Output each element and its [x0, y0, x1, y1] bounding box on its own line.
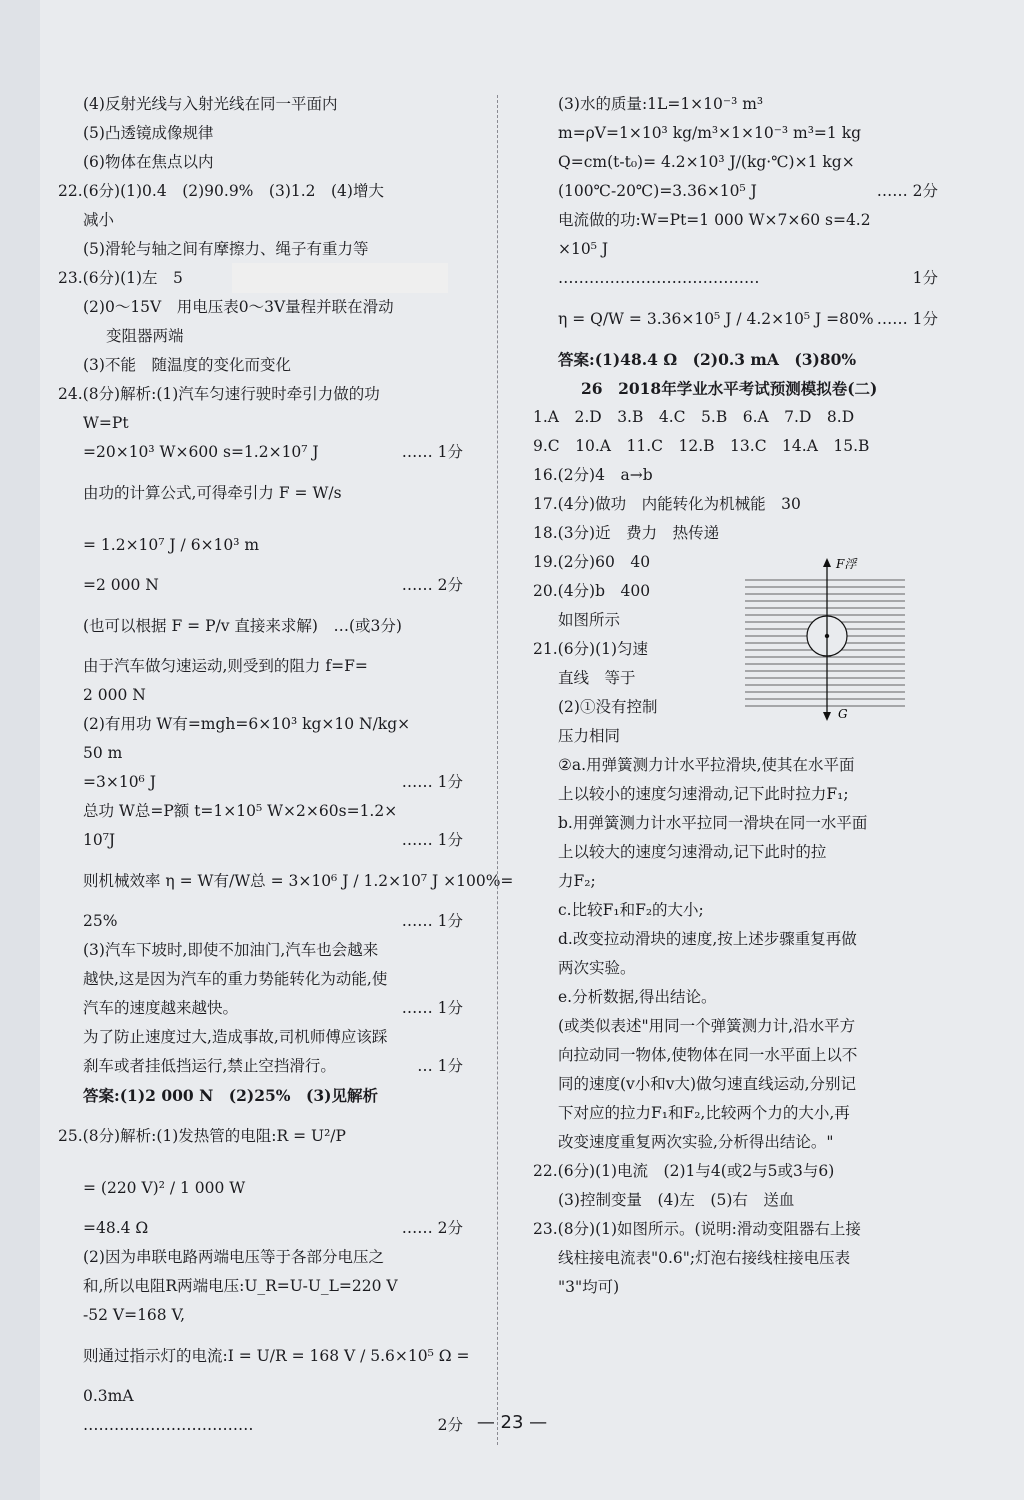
- text-line: [533, 403, 938, 432]
- text-line: [58, 936, 463, 965]
- score-points: …… 1分: [401, 831, 463, 849]
- text-line: [533, 1128, 938, 1157]
- text-line: [58, 965, 463, 994]
- text-line: [533, 90, 938, 119]
- line-text: (100℃-20℃)=3.36×10⁵ J: [558, 182, 757, 200]
- text-line: [58, 768, 463, 797]
- line-text: 为了防止速度过大,造成事故,司机师傅应该踩: [83, 1028, 388, 1046]
- line-text: 改变速度重复两次实验,分析得出结论。": [558, 1133, 834, 1151]
- gravity-arrow-head: [823, 712, 831, 721]
- text-line: [533, 809, 938, 838]
- text-line: [533, 1012, 938, 1041]
- line-text: (2)有用功 W有=mgh=6×10³ kg×10 N/kg×: [83, 715, 411, 733]
- score-points: 1分: [912, 269, 938, 287]
- line-text: (2)因为串联电路两端电压等于各部分电压之: [83, 1248, 384, 1266]
- text-line: [533, 780, 938, 809]
- line-text: 21.(6分)(1)匀速: [533, 640, 649, 658]
- text-line: [533, 983, 938, 1012]
- line-text: Q=cm(t-t₀)= 4.2×10³ J/(kg·℃)×1 kg×: [558, 153, 855, 171]
- line-text: 50 m: [83, 744, 123, 762]
- line-text: 下对应的拉力F₁和F₂,比较两个力的大小,再: [558, 1104, 850, 1122]
- line-text: 18.(3分)近 费力 热传递: [533, 524, 720, 542]
- text-line: [533, 264, 938, 293]
- text-line: [58, 1162, 463, 1214]
- text-line: [533, 896, 938, 925]
- line-text: 9.C 10.A 11.C 12.B 13.C 14.A 15.B: [533, 437, 870, 455]
- text-line: [58, 571, 463, 600]
- text-line: [533, 1157, 938, 1186]
- text-line: [533, 1273, 938, 1302]
- text-line: [533, 867, 938, 896]
- score-points: … 1分: [417, 1057, 463, 1075]
- line-text: d.改变拉动滑块的速度,按上述步骤重复再做: [558, 930, 857, 948]
- page-number: — 23 —: [476, 1412, 548, 1433]
- buoyancy-arrow-head: [823, 558, 831, 567]
- text-line: [533, 177, 938, 206]
- text-line: [58, 1382, 463, 1411]
- line-text: 0.3mA: [83, 1387, 134, 1405]
- line-text: (或类似表述"用同一个弹簧测力计,沿水平方: [558, 1017, 856, 1035]
- line-text: 1.A 2.D 3.B 4.C 5.B 6.A 7.D 8.D: [533, 408, 855, 426]
- text-line: [533, 1041, 938, 1070]
- text-line: [58, 826, 463, 855]
- line-text: 如图所示: [558, 611, 621, 629]
- line-text: 向拉动同一物体,使物体在同一水平面上以不: [558, 1046, 858, 1064]
- text-line: [533, 925, 938, 954]
- line-text: c.比较F₁和F₂的大小;: [558, 901, 704, 919]
- line-text: m=ρV=1×10³ kg/m³×1×10⁻³ m³=1 kg: [558, 124, 862, 142]
- text-line: [58, 322, 463, 351]
- line-text: 17.(4分)做功 内能转化为机械能 30: [533, 495, 801, 513]
- text-line: [533, 206, 938, 235]
- score-points: …… 1分: [401, 773, 463, 791]
- text-line: [58, 293, 463, 322]
- text-line: [533, 838, 938, 867]
- text-line: [533, 954, 938, 983]
- line-text: 23.(6分)(1)左 5: [58, 269, 183, 287]
- text-line: [58, 148, 463, 177]
- text-line: [58, 438, 463, 467]
- line-text: (2)0～15V 用电压表0～3V量程并联在滑动: [83, 298, 394, 316]
- line-text: (3)不能 随温度的变化而变化: [83, 356, 291, 374]
- column-divider: [497, 95, 498, 1445]
- score-points: …… 1分: [401, 999, 463, 1017]
- buoyancy-figure: [740, 556, 910, 726]
- line-text: (4)反射光线与入射光线在同一平面内: [83, 95, 338, 113]
- line-text: (也可以根据 F = P/v 直接来求解) …(或3分): [83, 617, 402, 635]
- text-line: [58, 1214, 463, 1243]
- text-line: [58, 907, 463, 936]
- text-line: [533, 519, 938, 548]
- text-line: [533, 1099, 938, 1128]
- score-points: …… 1分: [876, 310, 938, 328]
- line-text: 24.(8分)解析:(1)汽车匀速行驶时牵引力做的功: [58, 385, 380, 403]
- text-line: [58, 177, 463, 206]
- line-text: (3)控制变量 (4)左 (5)右 送血: [558, 1191, 795, 1209]
- line-text: =3×10⁶ J: [83, 773, 156, 791]
- line-text: =20×10³ W×600 s=1.2×10⁷ J: [83, 443, 319, 461]
- text-line: [58, 1330, 470, 1382]
- line-text: 同的速度(v小和v大)做匀速直线运动,分别记: [558, 1075, 857, 1093]
- text-line: [58, 409, 463, 438]
- line-text: 则机械效率 η = W有/W总 = 3×10⁶ J / 1.2×10⁷ J ×100%=: [83, 872, 514, 890]
- text-line: [533, 235, 938, 264]
- line-text: 和,所以电阻R两端电压:U_R=U-U_L=220 V: [83, 1277, 398, 1295]
- text-line: [58, 1272, 463, 1301]
- text-line: [533, 1215, 938, 1244]
- line-text: 22.(6分)(1)电流 (2)1与4(或2与5或3与6): [533, 1162, 835, 1180]
- line-text: 越快,这是因为汽车的重力势能转化为动能,使: [83, 970, 388, 988]
- line-text: (6)物体在焦点以内: [83, 153, 214, 171]
- line-text: 答案:(1)48.4 Ω (2)0.3 mA (3)80%: [558, 350, 857, 369]
- text-line: [58, 600, 463, 652]
- score-points: 2分: [437, 1416, 463, 1434]
- text-line: [58, 652, 463, 681]
- text-line: [533, 148, 938, 177]
- line-text: 由于汽车做匀速运动,则受到的阻力 f=F=: [83, 657, 368, 675]
- line-text: 上以较小的速度匀速滑动,记下此时拉力F₁;: [558, 785, 849, 803]
- line-text: 电流做的功:W=Pt=1 000 W×7×60 s=4.2: [558, 211, 871, 229]
- text-line: [533, 1186, 938, 1215]
- text-line: [533, 119, 938, 148]
- text-line: [58, 1081, 463, 1110]
- line-text: ……………………………: [83, 1416, 254, 1434]
- gravity-label: G: [838, 707, 848, 721]
- line-text: =2 000 N: [83, 576, 159, 594]
- line-text: 20.(4分)b 400: [533, 582, 651, 600]
- line-text: (5)滑轮与轴之间有摩擦力、绳子有重力等: [83, 240, 369, 258]
- line-text: = (220 V)² / 1 000 W: [83, 1179, 246, 1197]
- line-text: 2 000 N: [83, 686, 146, 704]
- line-text: 刹车或者挂低挡运行,禁止空挡滑行。: [83, 1057, 336, 1075]
- text-line: [533, 1070, 938, 1099]
- score-points: …… 2分: [876, 182, 938, 200]
- line-text: -52 V=168 V,: [83, 1306, 185, 1324]
- line-text: 25%: [83, 912, 118, 930]
- line-text: 力F₂;: [558, 872, 596, 890]
- text-line: [58, 206, 463, 235]
- line-text: 26 2018年学业水平考试预测模拟卷(二): [581, 379, 878, 398]
- text-line: [533, 490, 938, 519]
- line-text: 上以较大的速度匀速滑动,记下此时的拉: [558, 843, 827, 861]
- page-edge: [0, 0, 40, 1500]
- text-line: [58, 380, 463, 409]
- text-line: [533, 751, 938, 780]
- text-line: [533, 722, 938, 751]
- line-text: 答案:(1)2 000 N (2)25% (3)见解析: [83, 1086, 378, 1105]
- text-line: [58, 739, 463, 768]
- line-text: 总功 W总=P额 t=1×10⁵ W×2×60s=1.2×: [83, 802, 398, 820]
- line-text: "3"均可): [558, 1278, 620, 1296]
- line-text: =48.4 Ω: [83, 1219, 149, 1237]
- text-line: [58, 797, 463, 826]
- line-text: 22.(6分)(1)0.4 (2)90.9% (3)1.2 (4)增大: [58, 182, 384, 200]
- line-text: η = Q/W = 3.36×10⁵ J / 4.2×10⁵ J =80%: [558, 310, 874, 328]
- text-line: [58, 467, 463, 519]
- line-text: e.分析数据,得出结论。: [558, 988, 717, 1006]
- redacted-area: [232, 263, 448, 293]
- text-line: [533, 374, 938, 403]
- line-text: 19.(2分)60 40: [533, 553, 651, 571]
- text-line: [58, 1052, 463, 1081]
- text-line: [533, 432, 938, 461]
- line-text: 16.(2分)4 a→b: [533, 466, 653, 484]
- line-text: 则通过指示灯的电流:I = U/R = 168 V / 5.6×10⁵ Ω =: [83, 1347, 470, 1365]
- line-text: ②a.用弹簧测力计水平拉滑块,使其在水平面: [558, 756, 855, 774]
- line-text: 减小: [83, 211, 115, 229]
- score-points: …… 2分: [401, 1219, 463, 1237]
- line-text: …………………………………: [558, 269, 760, 287]
- text-line: [533, 1244, 938, 1273]
- line-text: 压力相同: [558, 727, 621, 745]
- line-text: 23.(8分)(1)如图所示。(说明:滑动变阻器右上接: [533, 1220, 861, 1238]
- line-text: (3)水的质量:1L=1×10⁻³ m³: [558, 95, 764, 113]
- line-text: (3)汽车下坡时,即使不加油门,汽车也会越来: [83, 941, 379, 959]
- line-text: b.用弹簧测力计水平拉同一滑块在同一水平面: [558, 814, 868, 832]
- score-points: …… 2分: [401, 576, 463, 594]
- line-text: = 1.2×10⁷ J / 6×10³ m: [83, 536, 260, 554]
- text-line: [58, 855, 514, 907]
- line-text: 两次实验。: [558, 959, 636, 977]
- text-line: [58, 1301, 463, 1330]
- line-text: (2)①没有控制: [558, 698, 658, 716]
- line-text: 10⁷J: [83, 831, 116, 849]
- text-line: [58, 681, 463, 710]
- score-points: …… 1分: [401, 443, 463, 461]
- text-line: [58, 119, 463, 148]
- buoyancy-label: F浮: [836, 557, 857, 571]
- text-line: [533, 293, 938, 345]
- line-text: 线柱接电流表"0.6";灯泡右接线柱接电压表: [558, 1249, 851, 1267]
- text-line: [58, 1243, 463, 1272]
- text-line: [58, 90, 463, 119]
- text-line: [58, 235, 463, 264]
- text-line: [58, 1023, 463, 1052]
- line-text: 25.(8分)解析:(1)发热管的电阻:R = U²/P: [58, 1127, 346, 1145]
- text-line: [58, 351, 463, 380]
- line-text: W=Pt: [83, 414, 129, 432]
- text-line: [58, 994, 463, 1023]
- line-text: 汽车的速度越来越快。: [83, 999, 239, 1017]
- text-line: [58, 1110, 463, 1162]
- text-line: [58, 519, 463, 571]
- line-text: ×10⁵ J: [558, 240, 609, 258]
- score-points: …… 1分: [401, 912, 463, 930]
- line-text: 变阻器两端: [106, 327, 184, 345]
- line-text: (5)凸透镜成像规律: [83, 124, 214, 142]
- line-text: 由功的计算公式,可得牵引力 F = W/s: [83, 484, 342, 502]
- line-text: 直线 等于: [558, 669, 636, 687]
- text-line: [533, 345, 938, 374]
- text-line: [58, 710, 463, 739]
- text-line: [533, 461, 938, 490]
